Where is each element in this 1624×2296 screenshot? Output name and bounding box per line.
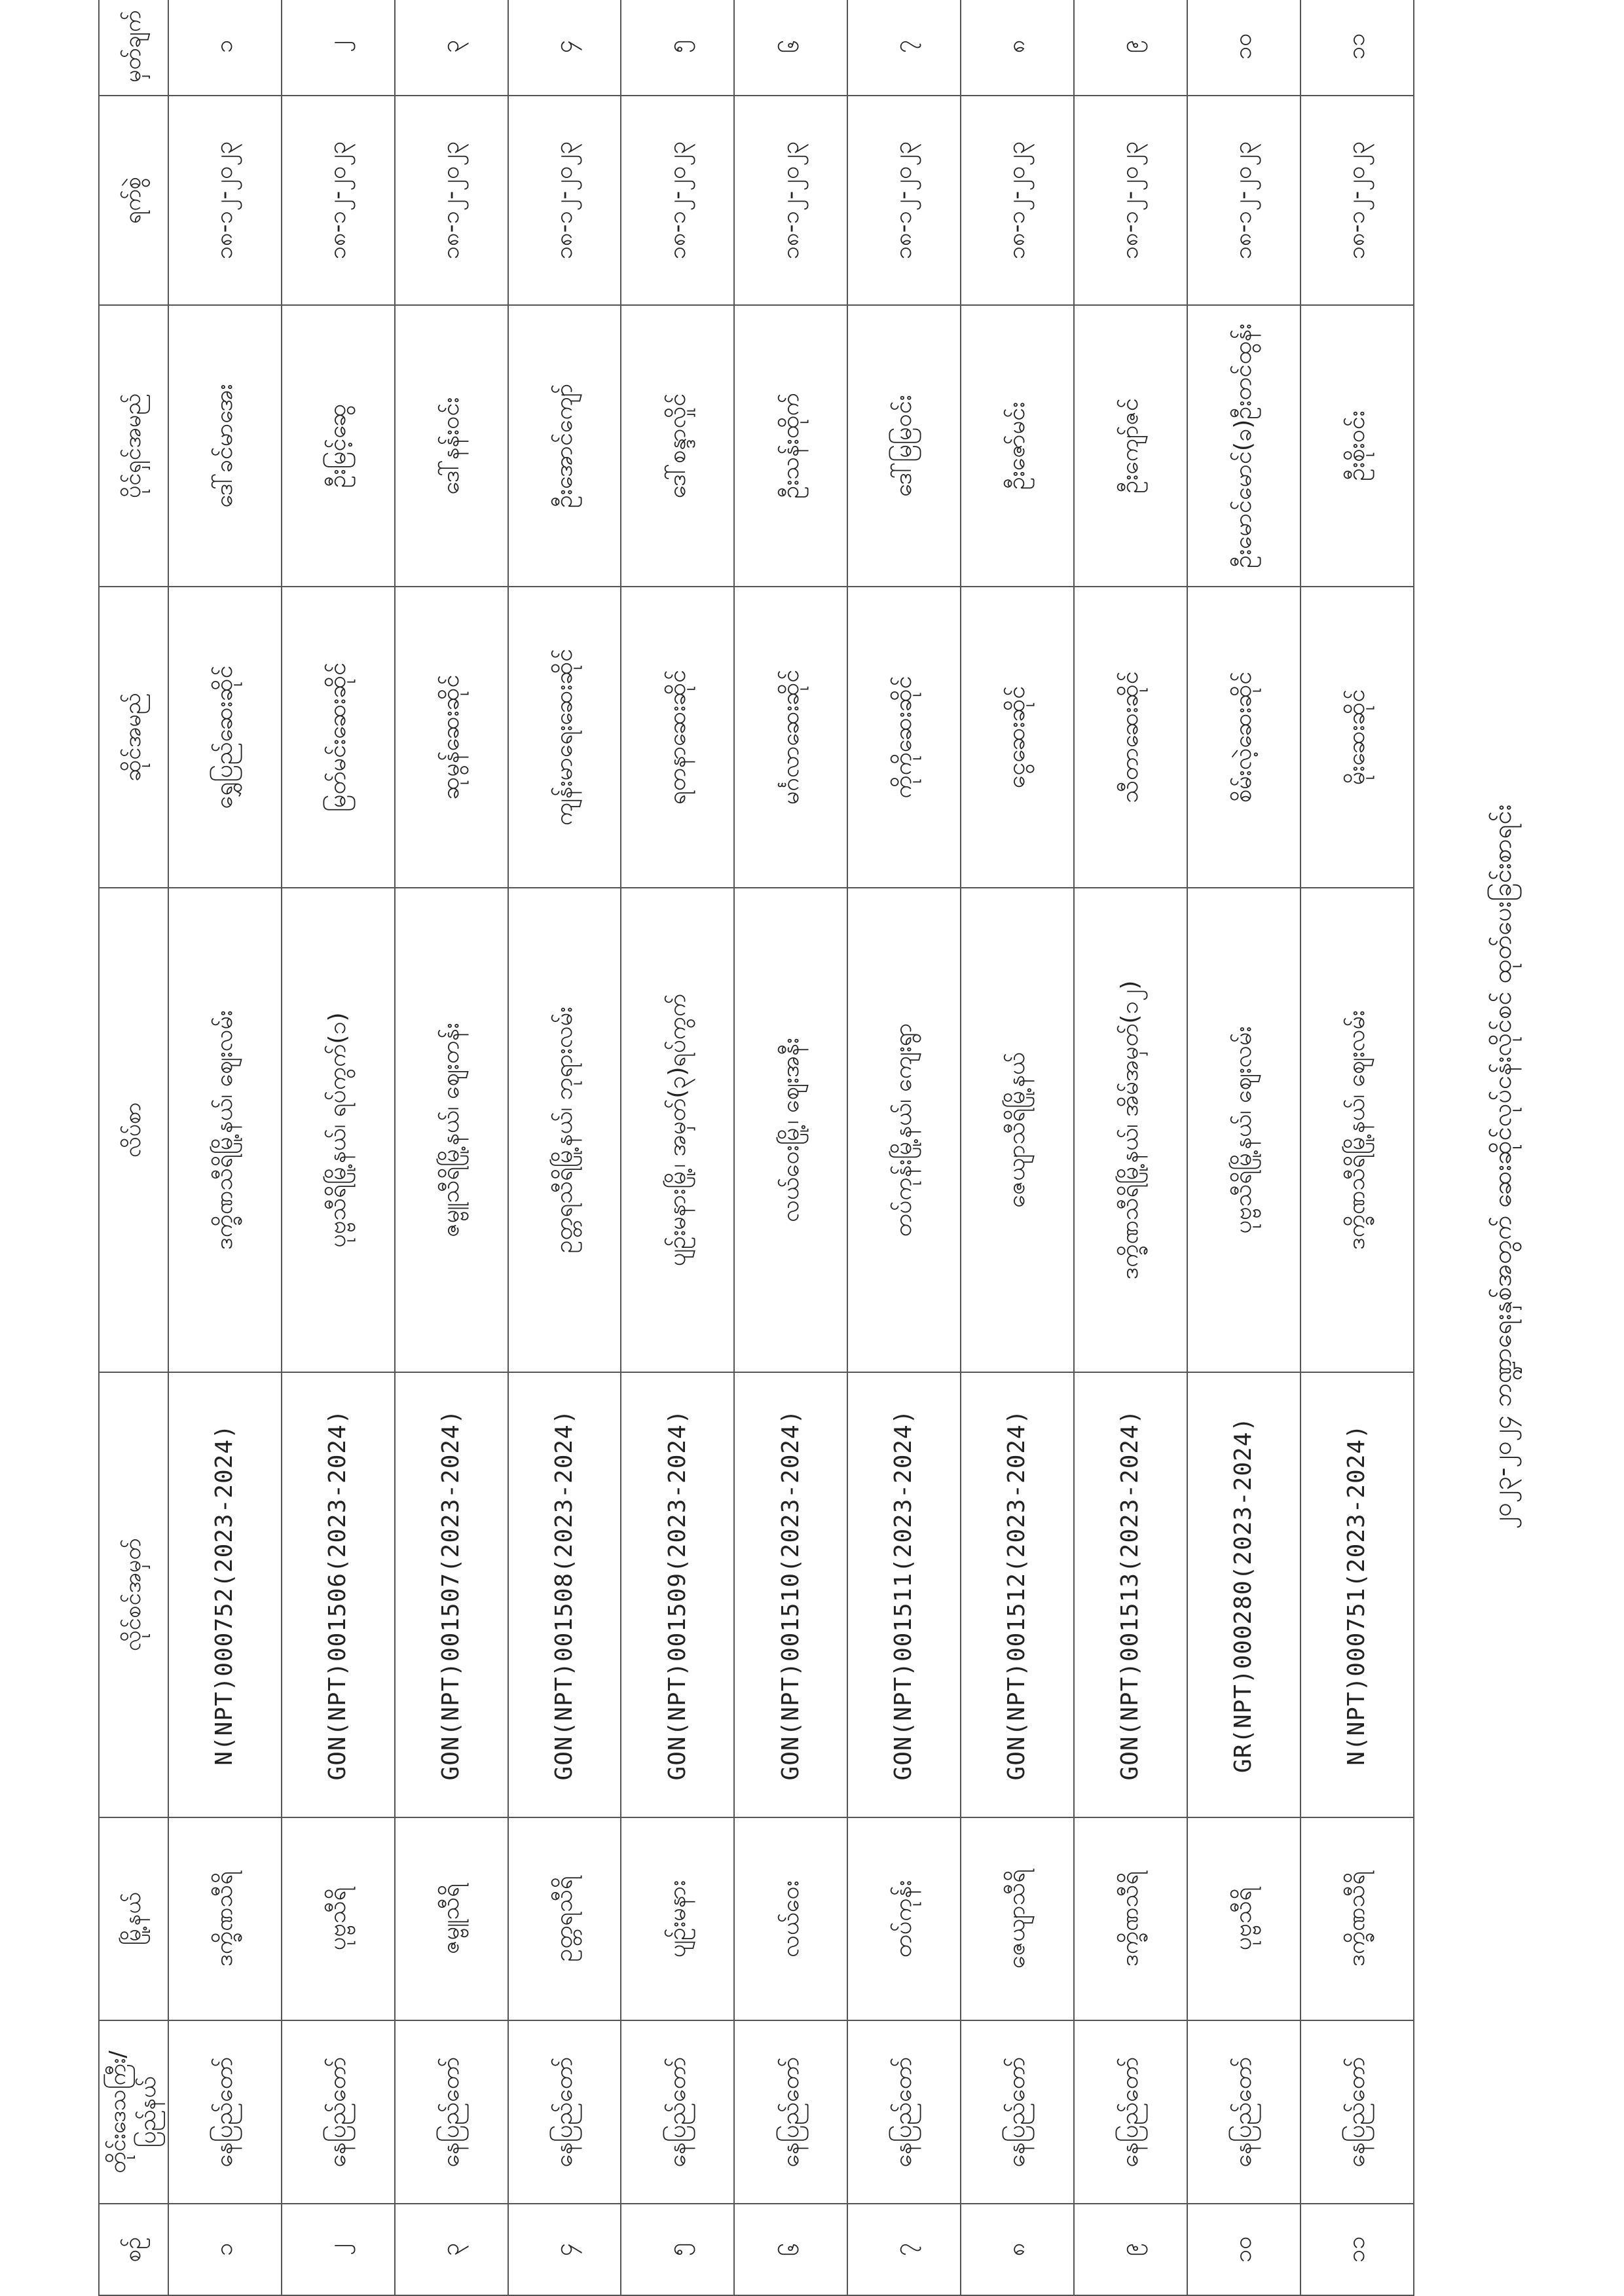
- row-address: ဥတ္တရသီရိမြို့နယ်၊ ဘုရားလမ်း: [508, 888, 621, 1372]
- row-township: ဒက္ခိဏသီရိ: [168, 1817, 282, 2020]
- row-date: ၁၈-၁၂-၂၀၂၃: [621, 96, 734, 305]
- row-shop-name: စိမ်းလဲ့ဆေးဆိုင်: [1187, 587, 1301, 888]
- row-owner: ဦးမြင့်ဆွေ: [282, 305, 395, 587]
- header-township: မြို့နယ်: [99, 1817, 168, 2020]
- row-state: နေပြည်တော်: [621, 2020, 734, 2204]
- row-state: နေပြည်တော်: [847, 2020, 961, 2204]
- row-remark: ၁၀: [1187, 0, 1301, 96]
- row-remark: ၇: [847, 0, 961, 96]
- row-shop-name: ကျန်းမာရေးဆေးဆိုင်: [508, 587, 621, 888]
- header-shop-name: ဆိုင်အမည်: [99, 587, 168, 888]
- table-row: [395, 0, 508, 2295]
- row-state: နေပြည်တော်: [282, 2020, 395, 2204]
- row-remark: ၉: [1074, 0, 1187, 96]
- row-owner: ဦးအောင်ကျော်: [508, 305, 621, 587]
- row-address: ပုဗ္ဗသီရိမြို့နယ်၊ ရပ်ကွက်(၁): [282, 888, 395, 1372]
- row-shop-name: ငွေဆေးဆိုင်: [961, 587, 1074, 888]
- table-row: [508, 0, 621, 2295]
- row-address: ဇေယျာသီရိမြို့နယ်: [961, 888, 1074, 1372]
- row-license-no: GON(NPT)001510(2023-2024): [734, 1372, 847, 1817]
- row-shop-name: ဆုမွန်ဆေးဆိုင်: [395, 587, 508, 888]
- row-sr-no: ၆: [734, 2204, 847, 2295]
- row-remark: ၄: [508, 0, 621, 96]
- row-sr-no: ၃: [395, 2204, 508, 2295]
- row-sr-no: ၉: [1074, 2204, 1187, 2295]
- row-township: ဒက္ခိဏသီရိ: [1074, 1817, 1187, 2020]
- row-license-no: N(NPT)000752(2023-2024): [168, 1372, 282, 1817]
- row-sr-no: ၂: [282, 2204, 395, 2295]
- row-license-no: GON(NPT)001508(2023-2024): [508, 1372, 621, 1817]
- row-date: ၁၈-၁၂-၂၀၂၃: [1187, 96, 1301, 305]
- row-township: ဇမ္ဗူသီရိ: [395, 1817, 508, 2020]
- row-date: ၁၈-၁၂-၂၀၂၃: [1074, 96, 1187, 305]
- document-caption: ၂၀၂၃-၂၀၂၄ ဘဏ္ဍာရေးနှစ်အတွက် ဆေးဆိုင်လုပ်ငန်းလိုင်စင် ထုတ်ပေးခြင်းစာရင်း: [1488, 804, 1517, 1529]
- row-address: တပ်ကုန်းမြို့နယ်၊ ကျေးရွာ: [847, 888, 961, 1372]
- row-date: ၁၈-၁၂-၂၀၂၃: [847, 96, 961, 305]
- header-row: [99, 0, 168, 2295]
- row-license-no: GON(NPT)001513(2023-2024): [1074, 1372, 1187, 1817]
- row-remark: ၁: [168, 0, 282, 96]
- row-sr-no: ၁၀: [1187, 2204, 1301, 2295]
- row-owner: ဦးကျော်ဇင်: [1074, 305, 1187, 587]
- row-owner: ဒေါ်မြမြဝင်း: [847, 305, 961, 587]
- row-license-no: GON(NPT)001509(2023-2024): [621, 1372, 734, 1817]
- row-address: ဒက္ခိဏသီရိမြို့နယ်၊ အိမ်အမှတ်(၁၂): [1074, 888, 1187, 1372]
- row-address: ဒက္ခိဏသီရိမြို့နယ်၊ ဈေးလမ်း: [168, 888, 282, 1372]
- row-shop-name: ကိုကိုဆေးဆိုင်: [847, 587, 961, 888]
- row-address: ပျဉ်းမနားမြို့၊ အမှတ်(၃)ရပ်ကွက်: [621, 888, 734, 1372]
- row-owner: ဦးဇော်မင်း: [961, 305, 1074, 587]
- row-remark: ၃: [395, 0, 508, 96]
- row-license-no: GR(NPT)000280(2023-2024): [1187, 1372, 1301, 1817]
- header-date: ရက်စွဲ: [99, 96, 168, 305]
- row-owner: ဦးသန်းထိုက်: [734, 305, 847, 587]
- row-township: ဥတ္တရသီရိ: [508, 1817, 621, 2020]
- table-body: [168, 0, 1414, 2295]
- table-row: [1301, 0, 1414, 2295]
- row-remark: ၁၁: [1301, 0, 1414, 96]
- row-township: လယ်ဝေး: [734, 1817, 847, 2020]
- row-remark: ၂: [282, 0, 395, 96]
- table-row: [847, 0, 961, 2295]
- header-owner: ပိုင်ရှင်အမည်: [99, 305, 168, 587]
- row-township: တပ်ကုန်း: [847, 1817, 961, 2020]
- row-state: နေပြည်တော်: [508, 2020, 621, 2204]
- table-row: [282, 0, 395, 2295]
- row-license-no: GON(NPT)001506(2023-2024): [282, 1372, 395, 1817]
- row-owner: ဦးစိုးဝင်း: [1301, 305, 1414, 587]
- row-shop-name: ရွှေပြည်ဆေးဆိုင်: [168, 587, 282, 888]
- row-date: ၁၈-၁၂-၂၀၂၃: [168, 96, 282, 305]
- table-row: [1187, 0, 1301, 2295]
- row-date: ၁၈-၁၂-၂၀၂၃: [395, 96, 508, 305]
- row-owner: ဦးမောင်မောင်(ခ)ဦးတင်ထွန်း: [1187, 305, 1301, 587]
- row-shop-name: မင်္ဂလာဆေးဆိုင်: [734, 587, 847, 888]
- row-state: နေပြည်တော်: [168, 2020, 282, 2204]
- row-state: နေပြည်တော်: [734, 2020, 847, 2204]
- row-owner: ဒေါ်စန္ဒာလှိုင်: [621, 305, 734, 587]
- row-remark: ၆: [734, 0, 847, 96]
- header-state: တိုင်းဒေသကြီး/ပြည်နယ်: [99, 2020, 168, 2204]
- table-row: [734, 0, 847, 2295]
- header-remark: မှတ်ချက်: [99, 0, 168, 96]
- row-state: နေပြည်တော်: [1074, 2020, 1187, 2204]
- row-shop-name: သီတာဆေးဆိုင်: [1074, 587, 1187, 888]
- row-state: နေပြည်တော်: [1301, 2020, 1414, 2204]
- row-date: ၁၈-၁၂-၂၀၂၃: [961, 96, 1074, 305]
- row-sr-no: ၈: [961, 2204, 1074, 2295]
- license-register-table: [98, 0, 1414, 2296]
- row-remark: ၈: [961, 0, 1074, 96]
- table-row: [168, 0, 282, 2295]
- row-shop-name: မြတ်မင်းဆေးဆိုင်: [282, 587, 395, 888]
- table-row: [961, 0, 1074, 2295]
- row-license-no: GON(NPT)001507(2023-2024): [395, 1372, 508, 1817]
- row-address: လယ်ဝေးမြို့၊ ဈေးအနီး: [734, 888, 847, 1372]
- row-owner: ဒေါ်နန်းဝင်း: [395, 305, 508, 587]
- row-sr-no: ၅: [621, 2204, 734, 2295]
- header-license-no: လိုင်စင်အမှတ်: [99, 1372, 168, 1817]
- row-license-no: N(NPT)000751(2023-2024): [1301, 1372, 1414, 1817]
- row-state: နေပြည်တော်: [961, 2020, 1074, 2204]
- row-owner: ဒေါ်ခင်မာအေး: [168, 305, 282, 587]
- row-township: ပုဗ္ဗသီရိ: [282, 1817, 395, 2020]
- row-date: ၁၈-၁၂-၂၀၂၃: [282, 96, 395, 305]
- row-township: ပျဉ်းမနား: [621, 1817, 734, 2020]
- table-row: [621, 0, 734, 2295]
- row-township: ပုဗ္ဗသီရိ: [1187, 1817, 1301, 2020]
- row-license-no: GON(NPT)001511(2023-2024): [847, 1372, 961, 1817]
- row-sr-no: ၄: [508, 2204, 621, 2295]
- row-date: ၁၈-၁၂-၂၀၂၃: [508, 96, 621, 305]
- row-state: နေပြည်တော်: [395, 2020, 508, 2204]
- row-address: ဇမ္ဗူသီရိမြို့နယ်၊ ဈေးတန်း: [395, 888, 508, 1372]
- row-township: ဇေယျာသီရိ: [961, 1817, 1074, 2020]
- header-sr-no: စဉ်: [99, 2204, 168, 2295]
- row-shop-name: ရတနာဆေးဆိုင်: [621, 587, 734, 888]
- row-sr-no: ၁၁: [1301, 2204, 1414, 2295]
- row-township: ဒက္ခိဏသီရိ: [1301, 1817, 1414, 2020]
- row-date: ၁၈-၁၂-၂၀၂၃: [1301, 96, 1414, 305]
- row-state: နေပြည်တော်: [1187, 2020, 1301, 2204]
- row-shop-name: မိုးဆေးဆိုင်: [1301, 587, 1414, 888]
- header-address: လိပ်စာ: [99, 888, 168, 1372]
- row-date: ၁၈-၁၂-၂၀၂၃: [734, 96, 847, 305]
- row-address: ပုဗ္ဗသီရိမြို့နယ်၊ ဈေးလမ်း: [1187, 888, 1301, 1372]
- row-remark: ၅: [621, 0, 734, 96]
- row-license-no: GON(NPT)001512(2023-2024): [961, 1372, 1074, 1817]
- row-sr-no: ၇: [847, 2204, 961, 2295]
- row-sr-no: ၁: [168, 2204, 282, 2295]
- table-row: [1074, 0, 1187, 2295]
- row-address: ဒက္ခိဏသီရိမြို့နယ်၊ ဈေးလမ်း: [1301, 888, 1414, 1372]
